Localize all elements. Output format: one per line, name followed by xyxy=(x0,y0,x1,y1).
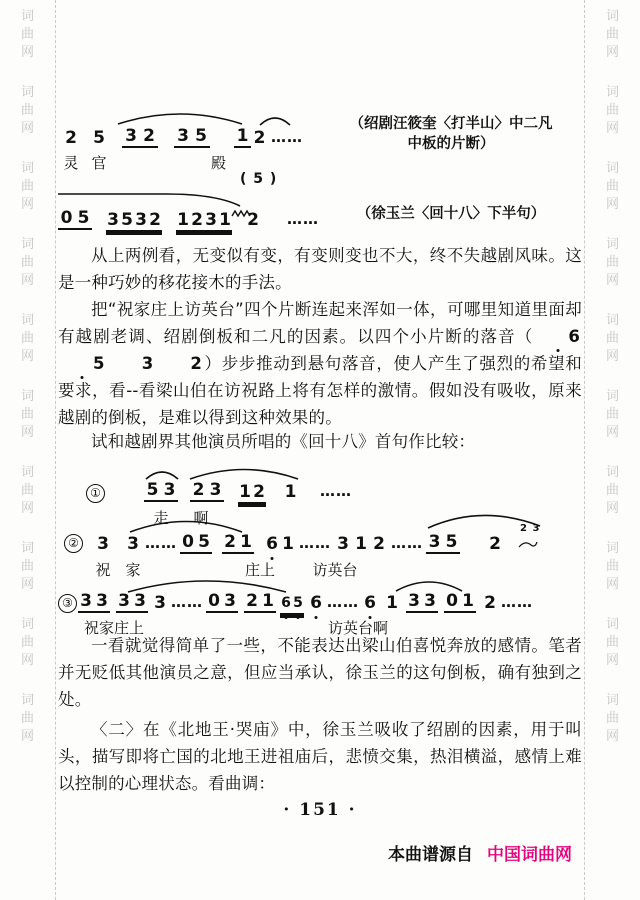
paragraph-block-4 xyxy=(58,632,582,714)
lyric-gap xyxy=(114,153,210,173)
paragraph: 试和越剧界其他演员所唱的《回十八》首句作比较： xyxy=(91,432,476,451)
watermark-group xyxy=(606,8,619,62)
watermark-group xyxy=(21,616,34,670)
watermark-char: 网 xyxy=(20,45,34,60)
note: 3 xyxy=(174,126,192,148)
watermark-group xyxy=(606,464,619,518)
inline-note: 3 xyxy=(141,354,154,373)
watermark-char: 曲 xyxy=(605,635,619,650)
note-sequence xyxy=(58,468,582,502)
paragraph-text: ）步步推动到悬句落音，使人产生了强烈的希望和要求，看--看梁山伯在访祝路上将有怎样的激情。假如没有吸收，原来越剧的倒板，是难以得到这种效果的。 xyxy=(58,354,582,427)
continuation-dots: …… xyxy=(171,593,203,611)
page-content xyxy=(58,0,582,900)
paragraph: 〈二〉在《北地王·哭庙》中，徐玉兰吸收了绍剧的因素，用于叫头，描写即将亡国的北地王进祖庙后，悲愤交集，热泪横溢，感情上难以控制的心理状态。看曲调： xyxy=(58,720,582,793)
watermark-group xyxy=(21,388,34,442)
watermark-group xyxy=(21,8,34,62)
annotation-line: （绍剧汪筱奎〈打半山〉中二凡 xyxy=(349,116,553,132)
note: 3 xyxy=(406,591,422,613)
watermark-group xyxy=(21,464,34,518)
watermark-char: 网 xyxy=(20,653,34,668)
continuation-dots: …… xyxy=(320,482,352,500)
continuation-dots: …… xyxy=(271,128,303,146)
lyric-gap xyxy=(278,560,308,580)
watermark-char: 曲 xyxy=(605,255,619,270)
note: 3 xyxy=(422,591,438,613)
note: 3 xyxy=(337,534,349,554)
note: 6 xyxy=(362,593,378,613)
note-sequence xyxy=(58,578,582,613)
note: 1 xyxy=(177,210,189,230)
watermark-char: 曲 xyxy=(20,635,34,650)
note: 3 xyxy=(161,480,178,502)
note: 5 xyxy=(293,595,303,611)
lyric: 殿 xyxy=(210,154,226,172)
watermark-char: 网 xyxy=(20,349,34,364)
continuation-dots: …… xyxy=(327,593,359,611)
note: 3 xyxy=(97,534,109,554)
paragraph-block-3 xyxy=(58,428,582,456)
note: 5 xyxy=(144,480,161,502)
watermark-char: 曲 xyxy=(20,255,34,270)
note: 6 xyxy=(308,593,324,613)
paragraph-text: 把“祝家庄上访英台”四个片断连起来浑如一体，可哪里知道里面却有越剧老调、绍剧倒板和二凡的因素。以四个小片断的落音（ xyxy=(58,300,582,346)
note: 2 xyxy=(190,480,207,502)
continuation-dots: …… xyxy=(145,534,177,552)
note: 3 xyxy=(207,480,224,502)
watermark-char: 词 xyxy=(605,9,619,24)
note: 1 xyxy=(282,534,294,554)
watermark-char: 词 xyxy=(20,389,34,404)
lyric: 官 xyxy=(91,154,107,172)
watermark-char: 网 xyxy=(605,197,619,212)
watermark-group xyxy=(21,692,34,746)
note: 2 xyxy=(191,210,203,230)
example-label-1: ① xyxy=(86,484,105,503)
watermark-char: 词 xyxy=(20,617,34,632)
note: 1 xyxy=(386,593,398,613)
example-label-2: ② xyxy=(64,534,83,553)
watermark-char: 曲 xyxy=(605,331,619,346)
paragraph-block-2 xyxy=(58,296,582,432)
page-number: · 151 · xyxy=(283,800,357,820)
note: 2 xyxy=(484,593,496,613)
note: 3 xyxy=(116,591,132,613)
note: 2 xyxy=(222,532,238,554)
note: 0 xyxy=(206,591,222,613)
note: 2 xyxy=(253,128,266,148)
note: 6 xyxy=(264,534,280,554)
note: 2 xyxy=(244,591,260,613)
watermark-char: 曲 xyxy=(605,483,619,498)
continuation-dots: …… xyxy=(391,534,423,552)
watermark-char: 词 xyxy=(605,237,619,252)
note: 1 xyxy=(460,591,476,613)
watermark-char: 曲 xyxy=(605,103,619,118)
note: 2 xyxy=(489,534,501,554)
watermark-group xyxy=(21,236,34,290)
grace-connector xyxy=(518,534,538,553)
source-brand[interactable]: 中国词曲网 xyxy=(487,845,572,865)
watermark-char: 词 xyxy=(605,693,619,708)
watermark-char: 词 xyxy=(20,693,34,708)
watermark-char: 曲 xyxy=(20,331,34,346)
note: 5 xyxy=(121,210,133,230)
note: 3 xyxy=(222,591,238,613)
inline-note: 5 xyxy=(58,350,107,377)
watermark-char: 网 xyxy=(20,425,34,440)
watermark-char: 曲 xyxy=(20,711,34,726)
watermark-group xyxy=(606,616,619,670)
note: 1 xyxy=(355,534,367,554)
note: 5 xyxy=(75,208,92,230)
watermark-gutter-left xyxy=(0,0,56,900)
paragraph-block-1 xyxy=(58,242,582,297)
note: 5 xyxy=(192,126,210,148)
continuation-dots: …… xyxy=(287,210,319,228)
watermark-group xyxy=(21,540,34,594)
note: 3 xyxy=(107,210,119,230)
watermark-char: 曲 xyxy=(20,559,34,574)
watermark-gutter-right xyxy=(584,0,640,900)
watermark-char: 网 xyxy=(20,273,34,288)
watermark-char: 曲 xyxy=(20,483,34,498)
grace-note: ( 5 ) xyxy=(240,171,278,187)
watermark-char: 词 xyxy=(605,85,619,100)
paragraph-block-5 xyxy=(58,716,582,798)
lyric-gap xyxy=(142,560,242,580)
watermark-char: 曲 xyxy=(20,407,34,422)
note: 1 xyxy=(284,482,297,502)
watermark-char: 网 xyxy=(605,501,619,516)
watermark-char: 词 xyxy=(605,465,619,480)
note: 2 xyxy=(149,210,161,230)
watermark-group xyxy=(606,236,619,290)
note: 3 xyxy=(426,532,443,554)
watermark-char: 网 xyxy=(20,577,34,592)
note: 6 xyxy=(281,595,291,611)
watermark-char: 词 xyxy=(605,389,619,404)
note: 3 xyxy=(135,210,147,230)
note: 3 xyxy=(94,591,110,613)
note: 1 xyxy=(238,532,254,554)
example-label-3: ③ xyxy=(58,594,77,613)
watermark-char: 网 xyxy=(20,729,34,744)
watermark-char: 词 xyxy=(20,85,34,100)
watermark-char: 曲 xyxy=(605,27,619,42)
continuation-dots: …… xyxy=(501,593,533,611)
lyric: 灵 xyxy=(63,154,79,172)
note: 2 xyxy=(65,128,77,148)
lyric: 啊 xyxy=(193,509,209,527)
watermark-char: 词 xyxy=(605,313,619,328)
watermark-group xyxy=(606,160,619,214)
example-annotation xyxy=(326,204,576,224)
music-example-shaoju xyxy=(58,112,582,173)
example-annotation xyxy=(326,114,576,154)
watermark-group xyxy=(606,312,619,366)
watermark-char: 词 xyxy=(605,161,619,176)
watermark-char: 曲 xyxy=(20,27,34,42)
note: 0 xyxy=(58,208,75,230)
watermark-char: 词 xyxy=(20,9,34,24)
paragraph: 一看就觉得简单了一些，不能表达出梁山伯喜悦奔放的感情。笔者并无贬低其他演员之意，但应当承认，徐玉兰的这句倒板，确有独到之处。 xyxy=(58,636,582,709)
paragraph xyxy=(58,296,582,431)
note: 2 xyxy=(247,210,259,230)
paragraph: 从上两例看，无变似有变，有变则变也不大，终不失越剧风味。这是一种巧妙的移花接木的手法。 xyxy=(58,246,582,292)
watermark-char: 词 xyxy=(20,541,34,556)
watermark-group xyxy=(606,84,619,138)
note: 3 xyxy=(132,591,148,613)
note: 3 xyxy=(205,210,217,230)
comparison-row-2 xyxy=(58,518,582,580)
watermark-char: 曲 xyxy=(605,559,619,574)
note: 5 xyxy=(196,532,212,554)
watermark-char: 网 xyxy=(605,45,619,60)
watermark-group xyxy=(21,312,34,366)
watermark-char: 网 xyxy=(20,501,34,516)
note: 3 xyxy=(127,534,139,554)
note: 1 xyxy=(260,591,276,613)
lyric-line xyxy=(58,560,582,580)
lyric: 访英台啊 xyxy=(327,619,388,637)
watermark-group xyxy=(21,84,34,138)
watermark-char: 网 xyxy=(605,121,619,136)
note: 3 xyxy=(78,591,94,613)
watermark-char: 曲 xyxy=(605,711,619,726)
note: 2 xyxy=(140,126,158,148)
watermark-char: 词 xyxy=(605,541,619,556)
watermark-group xyxy=(21,160,34,214)
watermark-group xyxy=(606,388,619,442)
watermark-char: 网 xyxy=(605,577,619,592)
note: 3 xyxy=(122,126,140,148)
watermark-char: 词 xyxy=(20,237,34,252)
grace-note: 2 3 xyxy=(520,523,541,534)
lyric: 祝 xyxy=(95,561,111,579)
watermark-char: 网 xyxy=(605,273,619,288)
note: 0 xyxy=(444,591,460,613)
watermark-char: 词 xyxy=(605,617,619,632)
inline-note: 2 xyxy=(190,354,203,373)
watermark-char: 网 xyxy=(605,349,619,364)
comparison-row-3 xyxy=(58,578,582,638)
note: 0 xyxy=(180,532,196,554)
watermark-char: 曲 xyxy=(20,103,34,118)
inline-note: 6 xyxy=(533,323,582,350)
watermark-char: 曲 xyxy=(605,407,619,422)
note: 2 xyxy=(373,534,385,554)
watermark-char: 曲 xyxy=(20,179,34,194)
music-example-xuyulan xyxy=(58,171,582,230)
watermark-char: 曲 xyxy=(605,179,619,194)
note: 1 xyxy=(239,482,251,502)
note: 2 xyxy=(253,482,265,502)
lyric: 访英台 xyxy=(312,561,358,579)
lyric-line xyxy=(58,153,582,173)
note: 1 xyxy=(234,126,251,148)
watermark-char: 网 xyxy=(605,425,619,440)
watermark-char: 词 xyxy=(20,465,34,480)
watermark-char: 网 xyxy=(605,653,619,668)
lyric: 走 xyxy=(153,509,169,527)
watermark-group xyxy=(606,540,619,594)
lyric: 庄上 xyxy=(244,561,275,579)
watermark-char: 网 xyxy=(20,197,34,212)
annotation-line: （徐玉兰〈回十八〉下半句） xyxy=(356,206,546,222)
annotation-line: 中板的片断） xyxy=(407,136,495,152)
note: 5 xyxy=(443,532,460,554)
lyric: 家 xyxy=(125,561,141,579)
watermark-char: 词 xyxy=(20,161,34,176)
source-label: 本曲谱源自 xyxy=(388,845,473,865)
watermark-char: 词 xyxy=(20,313,34,328)
source-attribution xyxy=(388,840,572,865)
watermark-group xyxy=(606,692,619,746)
note: 3 xyxy=(154,593,166,613)
lyric: 祝家庄上 xyxy=(83,619,144,637)
note-sequence xyxy=(58,518,582,554)
watermark-char: 网 xyxy=(605,729,619,744)
note: 1 xyxy=(219,210,231,230)
watermark-char: 网 xyxy=(20,121,34,136)
continuation-dots: …… xyxy=(299,534,331,552)
note: 5 xyxy=(93,128,105,148)
